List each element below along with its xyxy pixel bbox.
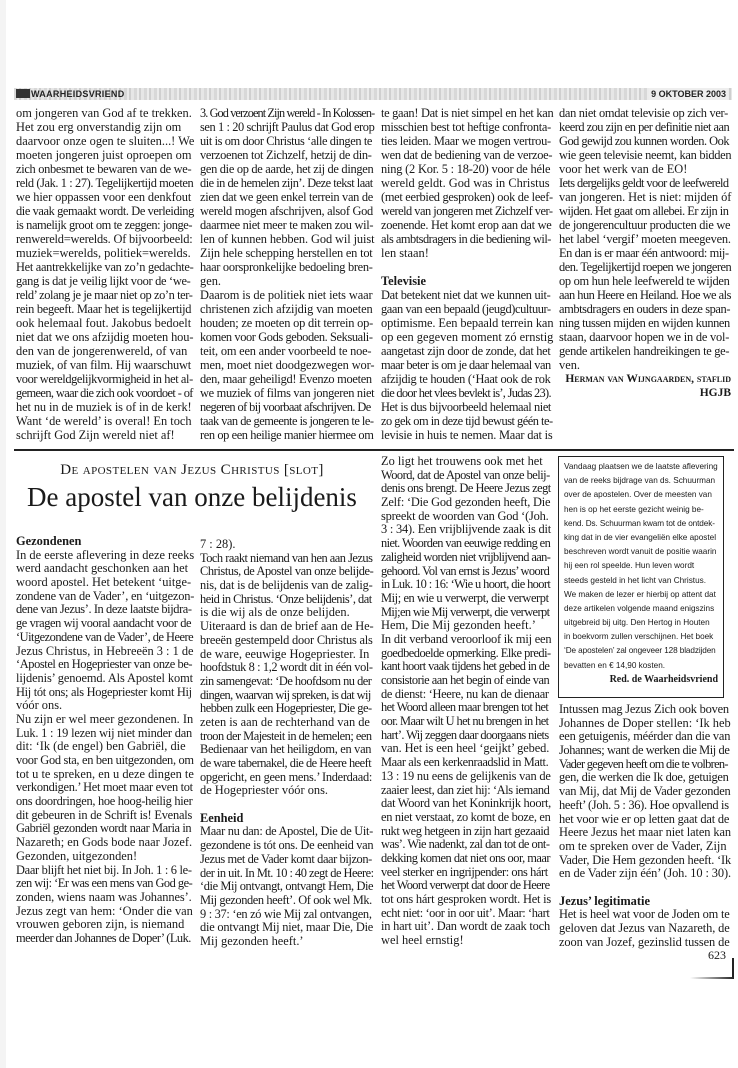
text-line: gezondene is tót ons. De eenheid van (200, 838, 374, 853)
text-line: Gezonden, uitgezonden! (16, 848, 138, 863)
text-line: Uiteraard is dan de brief aan de He- (200, 619, 374, 634)
text-line: nis, dat is de belijdenis van de zalig- (200, 578, 373, 593)
text-line: zoenende. Het komt erop aan dat we (381, 218, 552, 232)
text-line: ren op een heilige manier hiermee om (200, 428, 374, 442)
section-heading: Gezondenen (16, 534, 82, 548)
text-line: Zijn hele schepping herstellen en tot (200, 246, 373, 260)
text-line: ven. (559, 358, 580, 372)
text-line: En dan is er maar één antwoord: mij- (559, 246, 729, 260)
editor-note-line: over de apostelen. Over de meesten van (564, 490, 712, 500)
text-line: gemeen, waar die zich ook voordoet - of (16, 386, 193, 400)
text-line: spreekt de woorden van God ‘(Joh. (381, 508, 549, 523)
text-line: zeten is aan de rechterhand van de (200, 714, 370, 729)
text-line: voor wereldgelijkvormigheid in het al- (16, 372, 193, 386)
text-line: dit: ‘Ik (de engel) ben Gabriël, die (16, 739, 186, 754)
editor-note-line: in boekvorm zullen verschijnen. Het boek (564, 632, 714, 642)
text-line: denis ons brengt. De Heere Jezus zegt (381, 481, 551, 496)
text-line: Christus, de Apostel van onze belijde- (200, 564, 374, 579)
text-line: wijden. Het gaat om allebei. Er zijn in (559, 204, 729, 218)
text-line: Gabriël gezonden wordt naar Maria in (16, 821, 192, 836)
text-line: rein begeeft. Maar het is tegelijkertijd (16, 302, 192, 316)
text-line: Daar blijft het niet bij. In Joh. 1 : 6 le- (16, 862, 192, 877)
text-line: Toch raakt niemand van hen aan Jezus (200, 550, 373, 565)
editor-note-line: hen is op het eerste gezicht weinig be- (564, 504, 704, 514)
text-line: wel heel ernstig! (381, 933, 464, 948)
text-line: breeën gestempeld door Christus als (200, 632, 373, 647)
text-line: (met eerbied gesproken) ook de leef- (381, 190, 553, 204)
section-heading: Jezus’ legitimatie (559, 893, 650, 908)
text-line: men, moet niet doodgezwegen wor- (200, 358, 375, 372)
text-line: de ware tabernakel, die de Heere heeft (200, 756, 372, 770)
text-line: kant hoort vaak tijdens het gebed in de (381, 659, 550, 674)
text-line: Zelf: ‘Die God gezonden heeft, Die (381, 495, 551, 510)
text-line: Maar als een kerkenraadslid in Matt. (381, 755, 549, 770)
text-line: Jezus met de Vader komt daar bijzon- (200, 851, 372, 866)
text-line: houden; ze moeten op dit terrein op- (200, 316, 374, 330)
section-heading: Televisie (381, 274, 426, 288)
text-line (200, 798, 374, 812)
page-number: 623 (708, 948, 726, 962)
main-article-column-2 (200, 538, 374, 949)
text-line: als ambtsdragers in die bediening wil- (381, 232, 551, 246)
author-byline: Herman van Wijngaarden, staflid (565, 373, 731, 385)
text-line: ties leiden. Maar we mogen vertrou- (381, 134, 551, 148)
text-line: daarmee niet meer te maken zou wil- (200, 218, 374, 232)
text-line: zaligheid worden niet vrijblijvend aan- (381, 549, 551, 564)
text-line: de Hogepriester vóór ons. (200, 783, 329, 798)
text-line: den. Tegelijkertijd roepen we jongeren (559, 260, 732, 274)
text-line: den van de jongerenwereld, of van (16, 344, 188, 358)
text-line: rukt weg hetgeen in zijn hart gezaaid (381, 823, 550, 838)
text-line: levisie in huis te nemen. Maar dat is (381, 428, 553, 442)
text-line: het voor wie er op letten gaat dat de (559, 811, 730, 826)
text-line: oor. Maar wilt U het nu brengen in het (381, 714, 549, 729)
text-line: zin samengevat: ‘De hoofdsom nu der (200, 673, 372, 688)
text-line: en de Vader zijn één’ (Joh. 10 : 30). (559, 866, 732, 881)
text-line: werd aandacht geschonken aan het (16, 561, 189, 576)
text-line: Johannes de Doper stellen: ‘Ik heb (559, 715, 731, 730)
text-line: Jezus zegt van hem: ‘Onder die van (16, 903, 193, 918)
text-line: het label ‘vergif’ moeten meegeven. (559, 232, 731, 246)
article-title: De apostel van onze belijdenis (27, 482, 357, 512)
text-line: hoofdstuk 8 : 1,2 wordt dit in één vol- (200, 660, 373, 675)
text-line: consistorie aan het begin of einde van (381, 673, 550, 687)
text-line: geloven dat Jezus van Nazareth, de (559, 921, 730, 935)
text-line: en niet verstaat, zo komt de boze, en (381, 809, 551, 824)
text-line: Mij; en wie u verwerpt, die verwerpt (381, 590, 549, 605)
editor-note-line: king dat in de vier evangeliën elke apostel (564, 532, 717, 542)
text-line: Intussen mag Jezus Zich ook boven (559, 702, 729, 716)
text-line: ‘Apostel en Hogepriester van onze be- (16, 657, 193, 672)
editor-note-line: steeds gesteld in het licht van Christus. (564, 575, 706, 585)
section-divider (14, 449, 734, 451)
text-line: hart’. Wij zeggen daar doorgaans niets (381, 727, 549, 742)
text-line: ge vragen wij vooral aandacht voor de (16, 616, 192, 631)
text-line: lijdenis’ genoemd. Als Apostel komt (16, 670, 193, 685)
text-line: de dienst: ‘Heere, nu kan de dienaar (381, 686, 549, 701)
text-line: 13 : 19 nu eens de gelijkenis van de (381, 768, 551, 783)
text-line: tot ons hárt gesproken wordt. Het is (381, 892, 552, 906)
editor-note-line: Vandaag plaatsen we de laatste aflevering (564, 462, 718, 471)
text-line: misschien best tot heftige confronta- (381, 120, 551, 134)
text-line: gen, die werken die Ik doe, getuigen (559, 770, 729, 785)
section-heading: Eenheid (200, 810, 244, 825)
text-line: ook helemaal fout. Jakobus bedoelt (16, 316, 192, 330)
text-line: dingen, waarvan wij spreken, is dat wij (200, 687, 371, 702)
text-line: op een gegeven moment zó ernstig (381, 330, 554, 344)
text-line: voor God sta, en ben uitgezonden, om (16, 753, 194, 767)
text-line: is namelijk groot om te zeggen: jonge- (16, 218, 193, 232)
corner-mark-line (690, 977, 734, 979)
text-line (381, 260, 553, 274)
publication-name: WAARHEIDSVRIEND (31, 89, 125, 99)
text-line: dit gebeuren in de Schrift is! Evenals (16, 807, 193, 822)
text-line: goedbedoelde opmerking. Elke predi- (381, 645, 551, 660)
text-line: Nu zijn er wel meer gezondenen. In (16, 711, 194, 726)
author-byline: HGJB (699, 387, 731, 399)
text-line: In de eerste aflevering in deze reeks (16, 547, 195, 562)
text-line: troon der Majesteit in de hemelen; een (200, 728, 372, 743)
text-line: gen die op de aarde, het zij de dingen (200, 162, 374, 176)
text-line: daarvoor onze ogen te sluiten...! We (16, 134, 195, 148)
text-line: sen 1 : 20 schrijft Paulus dat God erop (200, 120, 375, 134)
text-line: muziek, of van film. Hij waarschuwt (16, 358, 192, 372)
text-line: niet dat we ons afzijdig moeten hou- (16, 330, 194, 344)
text-line: veel sterker en ingrijpender: ons hárt (381, 864, 548, 879)
text-line: maar beter is om je daar helemaal van (381, 358, 551, 372)
text-line: Want ‘de wereld’ is overal! En toch (16, 414, 192, 428)
text-line: de jongerencultuur producten die we (559, 218, 731, 232)
text-line: in Luk. 10 : 16: ‘Wie u hoort, die hoort (381, 577, 551, 592)
text-line: len of kunnen hebben. God wil juist (200, 232, 375, 246)
running-header (14, 88, 732, 100)
text-line: dene van Jezus’. In deze laatste bijdra- (16, 602, 192, 617)
text-line: Vader gegeven heeft om die te volbren- (559, 756, 728, 771)
text-line: vrouwen geboren zijn, is niemand (16, 917, 185, 932)
text-line: van jongeren. Het is niet: mijden óf (559, 190, 732, 204)
text-line: keerd zou zijn en per definitie niet aan (559, 120, 730, 134)
text-line: Daarom is de politiek niet iets waar (200, 288, 373, 302)
text-line: in hart uit’. Dan wordt de zaak toch (381, 919, 550, 934)
publication-logo (16, 88, 125, 100)
text-line: wereld geldt. God was in Christus (381, 176, 550, 190)
article-kicker: De apostelen van Jezus Christus [slot] (60, 462, 324, 478)
text-line: ning tussen mijden en wijden kunnen (559, 316, 730, 330)
text-line: taak van de gemeente is jongeren te le- (200, 414, 374, 428)
text-line: ning (2 Kor. 5 : 18-20) voor de héle (381, 162, 551, 176)
text-line: ons doordringen, hoe hoog-heilig hier (16, 794, 193, 809)
text-line: we hier oppassen voor een denkfout (16, 190, 192, 204)
text-line: heid in Christus. ‘Onze belijdenis’, dat (200, 591, 372, 606)
text-line: Johannes; want de werken die Mij de (559, 743, 730, 758)
text-line: van. Het is een heel ‘geijkt’ gebed. (381, 741, 550, 756)
text-line: Vader, Die Hem gezonden heeft. ‘Ik (559, 852, 731, 867)
text-line: renwereld=werelds. Of bijvoorbeeld: (16, 232, 193, 246)
logo-mark-icon (16, 89, 30, 98)
editor-note-line: kend. Ds. Schuurman kwam tot de ontdek- (564, 518, 715, 528)
text-line: opgericht, en geen mens.’ Inderdaad: (200, 769, 372, 784)
text-line (559, 881, 731, 895)
text-line: zien dat we geen enkel terrein van de (200, 190, 373, 204)
editor-signature: Red. de Waarheidsvriend (609, 673, 718, 685)
text-line: die door het vlees bevlekt is’, Judas 23). (381, 386, 551, 400)
editor-note-line: van de reeks bijdrage van ds. Schuurman (564, 476, 716, 486)
text-line: 9 : 37: ‘en zó wie Mij zal ontvangen, (200, 906, 372, 921)
editor-note-line: bevatten en € 14,90 kosten. (564, 660, 666, 670)
text-line: Woord, dat de Apostel van onze belij- (381, 467, 550, 482)
text-line: 7 : 28). (200, 537, 236, 551)
text-line: niet. Woorden van eeuwige redding en (381, 536, 551, 551)
text-line: God gewijd zou kunnen worden. Ook (559, 134, 730, 148)
text-line: In dit verband veroorloof ik mij een (381, 631, 552, 646)
issue-date: 9 OKTOBER 2003 (651, 89, 726, 99)
text-line: zo gek om in deze tijd bewust géén te- (381, 414, 553, 428)
main-article-column-3 (381, 455, 551, 948)
text-line: die in de hemelen zijn’. Deze tekst laat (200, 176, 373, 190)
text-line: aangetast zijn door de zonde, dat het (381, 344, 551, 358)
text-line: Het is heel wat voor de Joden om te (559, 907, 730, 922)
text-line: gen. (200, 274, 221, 288)
text-line: Nazareth; en Gods bode naar Jozef. (16, 835, 193, 850)
text-line: die ontvangt Mij niet, maar Die, Die (200, 920, 374, 935)
text-line: Heere Jezus het maar niet laten kan (559, 825, 731, 840)
text-line: Mij gezonden heeft.’ (200, 933, 304, 948)
text-line: wereld mogen afschrijven, alsof God (200, 204, 373, 218)
text-line: muziek=werelds, politiek=werelds. (16, 246, 191, 260)
editor-note-line: ‘De apostelen’ zal ongeveer 128 bladzijden (564, 646, 716, 656)
text-line: gende artikelen handreikingen te ge- (559, 344, 730, 358)
text-line: len staan! (381, 246, 429, 260)
text-line: reld’ zolang je je maar niet op zo’n ter- (16, 288, 193, 302)
text-line: echt niet: ‘oor in oor uit’. Maar: ‘hart (381, 905, 550, 920)
text-line: Maar nu dan: de Apostel, Die de Uit- (200, 824, 373, 839)
corner-mark (732, 958, 734, 978)
text-line: het Woord verwerpt dat door de Heere (381, 878, 550, 893)
text-line: wen dat de bediening van de verzoe- (381, 148, 553, 162)
text-line: hebben zulk een Hogepriester, Die ge- (200, 701, 372, 716)
text-line: een getuigenis, méérder dan die van (559, 729, 731, 744)
text-line: afzijdig te houden (‘Haat ook de rok (381, 372, 551, 386)
text-line: teit, om een ander voorbeeld te noe- (200, 344, 372, 358)
text-line: Zo ligt het trouwens ook met het (381, 454, 543, 468)
main-article-column-1 (16, 535, 194, 946)
text-line: uit is om door Christus ‘alle dingen te (200, 134, 372, 148)
text-line: gehoord. Vol van ernst is Jezus’ woord (381, 563, 550, 578)
text-line: komen voor Gods geboden. Seksuali- (200, 330, 373, 344)
text-line: zaaier leest, dan ziet hij: ‘Als iemand (381, 782, 550, 797)
text-line: ‘die Mij ontvangt, ontvangt Hem, Die (200, 879, 374, 894)
text-line: zonden, wiens naam was Johannes’. (16, 889, 192, 904)
text-line: den, maar geheiligd! Evenzo moeten (200, 372, 372, 386)
top-article-column-1 (16, 106, 194, 442)
text-line: heeft’ (Joh. 5 : 36). Hoe opvallend is (559, 797, 729, 812)
text-line: schrijft God Zijn wereld niet af! (16, 428, 175, 442)
text-line: te gaan! Dat is niet simpel en het kan (381, 106, 554, 120)
text-line: Dat betekent niet dat we kunnen uit- (381, 288, 551, 302)
text-line: wereld van jongeren met Zichzelf ver- (381, 204, 553, 218)
text-line: vóór ons. (16, 698, 63, 713)
text-line: Het is dus bijvoorbeeld helemaal niet (381, 400, 551, 414)
editor-note-line: hij een rol speelde. Hun leven wordt (564, 561, 695, 571)
text-line: tot u te spreken, en u deze dingen te (16, 766, 194, 781)
text-line: Hij tót ons; als Hogepriester komt Hij (16, 684, 192, 699)
top-article-column-4 (559, 106, 731, 400)
text-line: der in uit. In Mt. 10 : 40 zegt de Heere: (200, 865, 374, 880)
text-line: aan hun Heere en Heiland. Hoe we als (559, 288, 731, 302)
text-line: zich onbesmet te bewaren van de we- (16, 162, 192, 176)
text-line: 3 : 34). Een vrijblijvende zaak is dit (381, 522, 551, 537)
top-article-column-3 (381, 106, 553, 442)
text-line: zen wij: ‘Er was een mens van God ge- (16, 876, 193, 891)
text-line: Mij;en wie Mij verwerpt, die verwerpt (381, 604, 550, 619)
text-line: zondene van de Vader’, en ‘uitgezon- (16, 588, 195, 603)
text-line: Jezus Christus, in Hebreeën 3 : 1 de (16, 643, 194, 658)
text-line: is die wij als de onze belijden. (200, 605, 350, 620)
text-line: de ware, eeuwige Hogepriester. In (200, 646, 370, 661)
text-line: ambtsdragers en ouders in deze span- (559, 302, 731, 316)
text-line: meerder dan Johannes de Doper’ (Luk. (16, 930, 191, 945)
text-line: het nu in de muziek is of in de kerk! (16, 400, 192, 414)
text-line: haar oorspronkelijke bedoeling bren- (200, 260, 373, 274)
editor-note-line: We maken de lezer er hierbij op attent dat (564, 589, 716, 599)
text-line: was’. Wie nadenkt, zal dan tot de ont- (381, 837, 550, 852)
scan-margin (0, 0, 6, 1068)
text-line: we muziek of films van jongeren niet (200, 386, 375, 400)
text-line: om te spreken over de Vader, Zijn (559, 838, 727, 853)
text-line: om jongeren van God af te trekken. (16, 106, 192, 120)
text-line: moeten jongeren juist oproepen om (16, 148, 192, 162)
text-line: wie geen televisie neemt, kan bidden (559, 148, 732, 162)
text-line: Het zou erg onverstandig zijn om (16, 120, 182, 134)
text-line: voor het werk van de EO! (559, 162, 688, 176)
editor-note-line: beschreven wordt vanuit de positie waarin (564, 547, 717, 557)
text-line: dan niet omdat televisie op zich ver- (559, 106, 728, 120)
text-line: het Woord alleen maar brengen tot het (381, 700, 549, 715)
text-line: Bedienaar van het heiligdom, en van (200, 742, 372, 757)
text-line: optimisme. Een bepaald terrein kan (381, 316, 554, 330)
editor-note-line: deze artikelen volgende maand enigszins (564, 603, 715, 613)
text-line: Mij gezonden heeft’. Of ook wel Mk. (200, 892, 372, 907)
text-line: die vaak gemaakt wordt. De verleiding (16, 204, 194, 218)
text-line: gang is dat je veilig lijkt voor de ‘we- (16, 274, 191, 288)
text-line: dat Woord van het Koninkrijk hoort, (381, 796, 551, 811)
top-article-column-2 (200, 106, 374, 442)
text-line: Luk. 1 : 19 lezen wij niet minder dan (16, 725, 193, 740)
main-article-column-4 (559, 703, 731, 949)
text-line: christenen zich afzijdig van moeten (200, 302, 373, 316)
text-line: negeren of bij voorbaat afschrijven. De (200, 400, 371, 414)
text-line: zoon van Jozef, gezinslid tussen de (559, 934, 730, 949)
text-line: verkondigen.’ Het moet maar even tot (16, 780, 193, 795)
text-line: 3. God verzoent Zijn wereld - In Kolossen- (200, 106, 375, 120)
text-line: Het aantrekkelijke van zo’n gedachte- (16, 260, 194, 274)
text-line: ‘Uitgezondene van de Vader’, de Heere (16, 629, 194, 644)
text-line: reld (Jak. 1 : 27). Tegelijkertijd moeten (16, 176, 194, 190)
text-line: dekking komen dat niet ons oor, maar (381, 850, 551, 865)
editor-note-box (558, 456, 724, 698)
text-line: gaan van een bepaald (jeugd)cultuur- (381, 302, 551, 316)
text-line: van Mij, dat Mij de Vader gezonden (559, 784, 731, 799)
text-line: verzoenen tot Zichzelf, hetzij de din- (200, 148, 372, 162)
editor-note-line: uitgebreid bij uitg. Den Hertog in Houten (564, 618, 710, 628)
text-line: Hem, Die Mij gezonden heeft.’ (381, 618, 536, 633)
text-line: woord apostel. Het betekent ‘uitge- (16, 575, 192, 590)
text-line: Iets dergelijks geldt voor de leefwereld (559, 176, 729, 190)
text-line: staan, daarvoor hopen we in de vol- (559, 330, 730, 344)
text-line: op om hun hele leefwereld te wijden (559, 274, 730, 288)
